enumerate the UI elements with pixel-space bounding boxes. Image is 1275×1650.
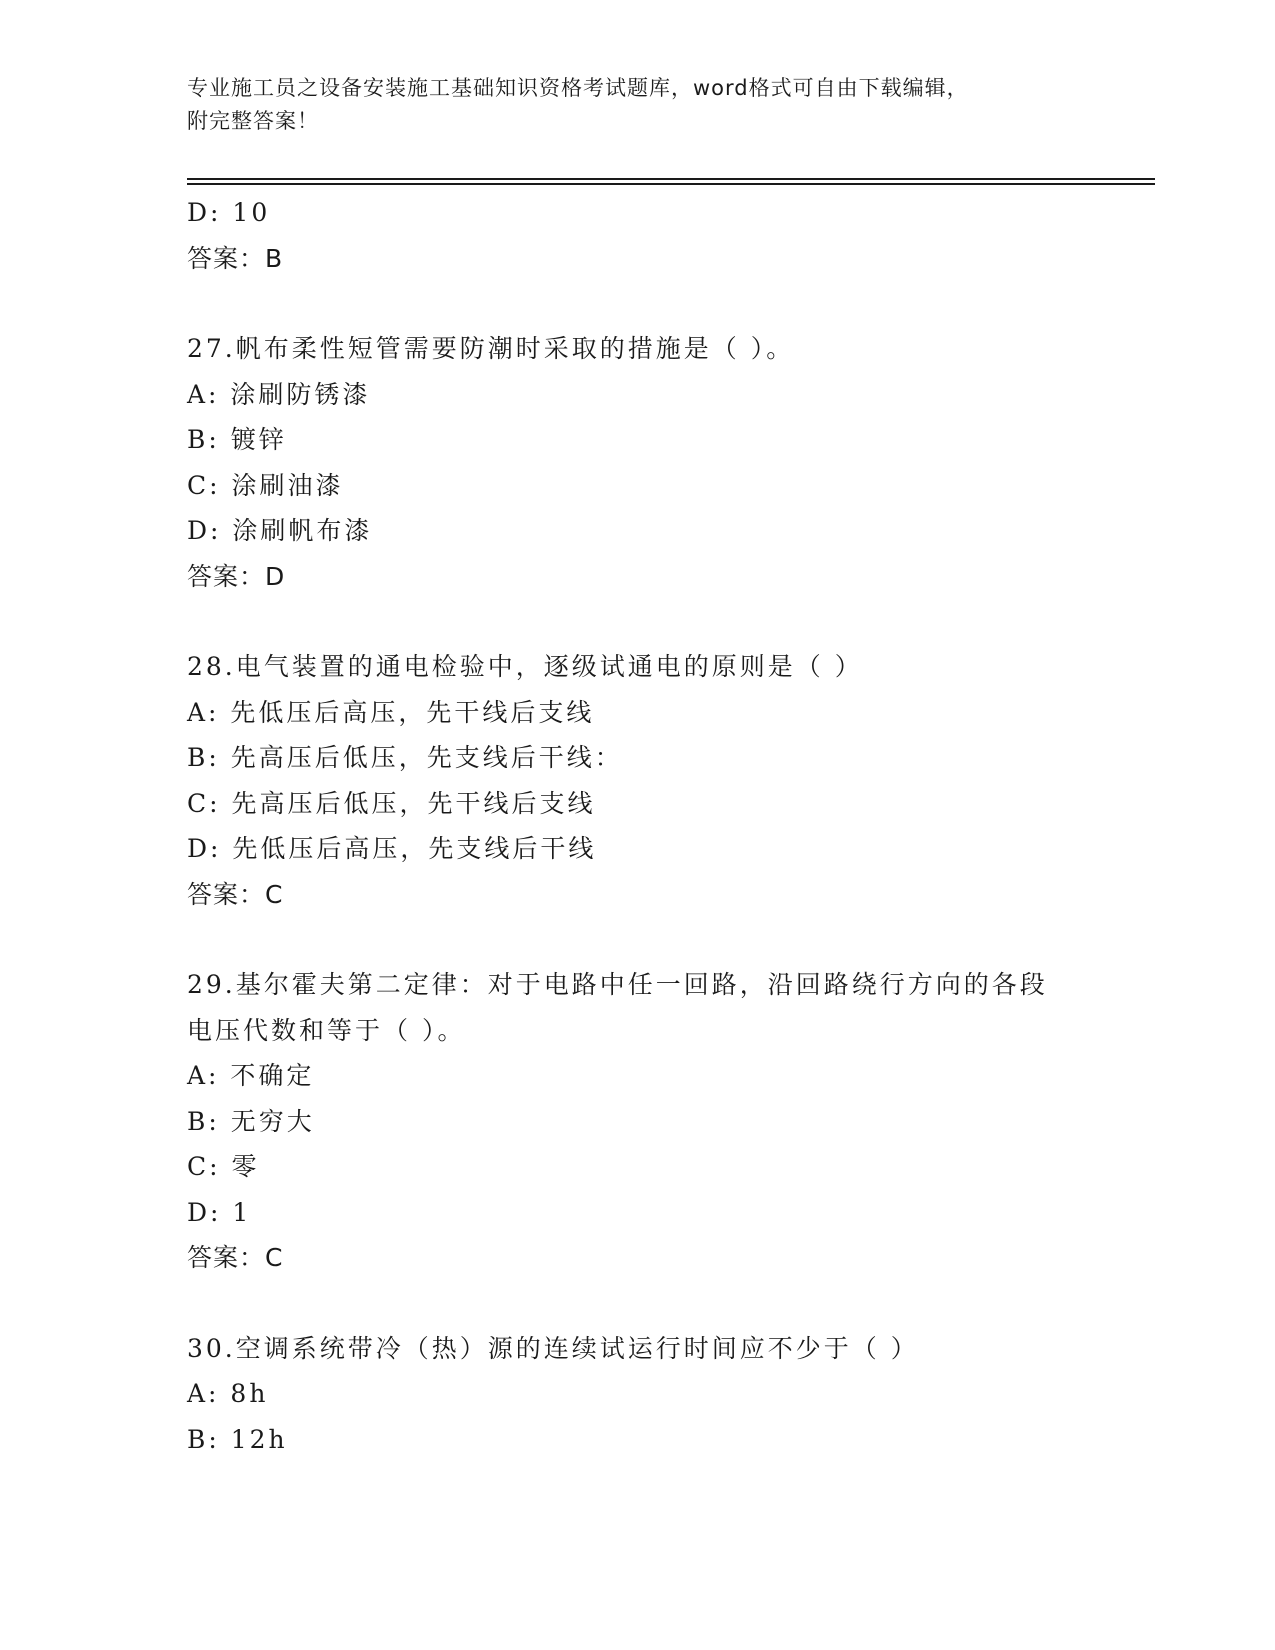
q28-answer: 答案：C: [187, 879, 284, 909]
spacer: [187, 599, 1087, 644]
header-divider-top: [187, 178, 1155, 180]
q28-option-c: C: 先高压后低压，先干线后支线: [187, 788, 596, 818]
q26-answer: 答案：B: [187, 243, 284, 273]
q28-option-b: B: 先高压后低压，先支线后干线：: [187, 743, 623, 772]
q30-option-a: A: 8h: [187, 1379, 269, 1408]
spacer: [187, 917, 1087, 962]
q30-option-b: B: 12h: [187, 1424, 288, 1454]
spacer: [187, 281, 1087, 326]
q29-option-d: D: 1: [187, 1197, 252, 1227]
q29-answer: 答案：C: [187, 1243, 284, 1272]
q27-option-c: C: 涂刷油漆: [187, 470, 344, 500]
document-header: [187, 72, 1067, 138]
q27-option-d: D: 涂刷帆布漆: [187, 516, 373, 545]
header-divider-bottom: [187, 183, 1155, 185]
question-list: [187, 190, 1087, 1462]
q27-option-a: A: 涂刷防锈漆: [187, 379, 371, 409]
q29-option-b: B: 无穷大: [187, 1106, 315, 1136]
q26-option-d: D: 10: [187, 198, 271, 227]
q30-question: 30.空调系统带冷（热）源的连续试运行时间应不少于（ ）: [187, 1333, 919, 1363]
q29-option-c: C: 零: [187, 1152, 260, 1181]
header-line-1: 专业施工员之设备安装施工基础知识资格考试题库，word格式可自由下载编辑，: [187, 76, 969, 100]
spacer: [187, 1281, 1087, 1326]
q29-option-a: A: 不确定: [187, 1061, 315, 1090]
q27-answer: 答案：D: [187, 561, 286, 591]
q27-option-b: B: 镀锌: [187, 425, 287, 454]
q29-question-line-1: 29.基尔霍夫第二定律：对于电路中任一回路，沿回路绕行方向的各段: [187, 970, 1048, 999]
q27-question: 27.帆布柔性短管需要防潮时采取的措施是（ ）。: [187, 334, 795, 363]
q28-option-a: A: 先低压后高压，先干线后支线: [187, 697, 595, 727]
header-line-2: 附完整答案！: [187, 109, 319, 133]
q28-question: 28.电气装置的通电检验中，逐级试通电的原则是（ ）: [187, 652, 863, 681]
q28-option-d: D: 先低压后高压，先支线后干线: [187, 834, 597, 863]
q29-question-line-2: 电压代数和等于（ ）。: [187, 1015, 466, 1045]
